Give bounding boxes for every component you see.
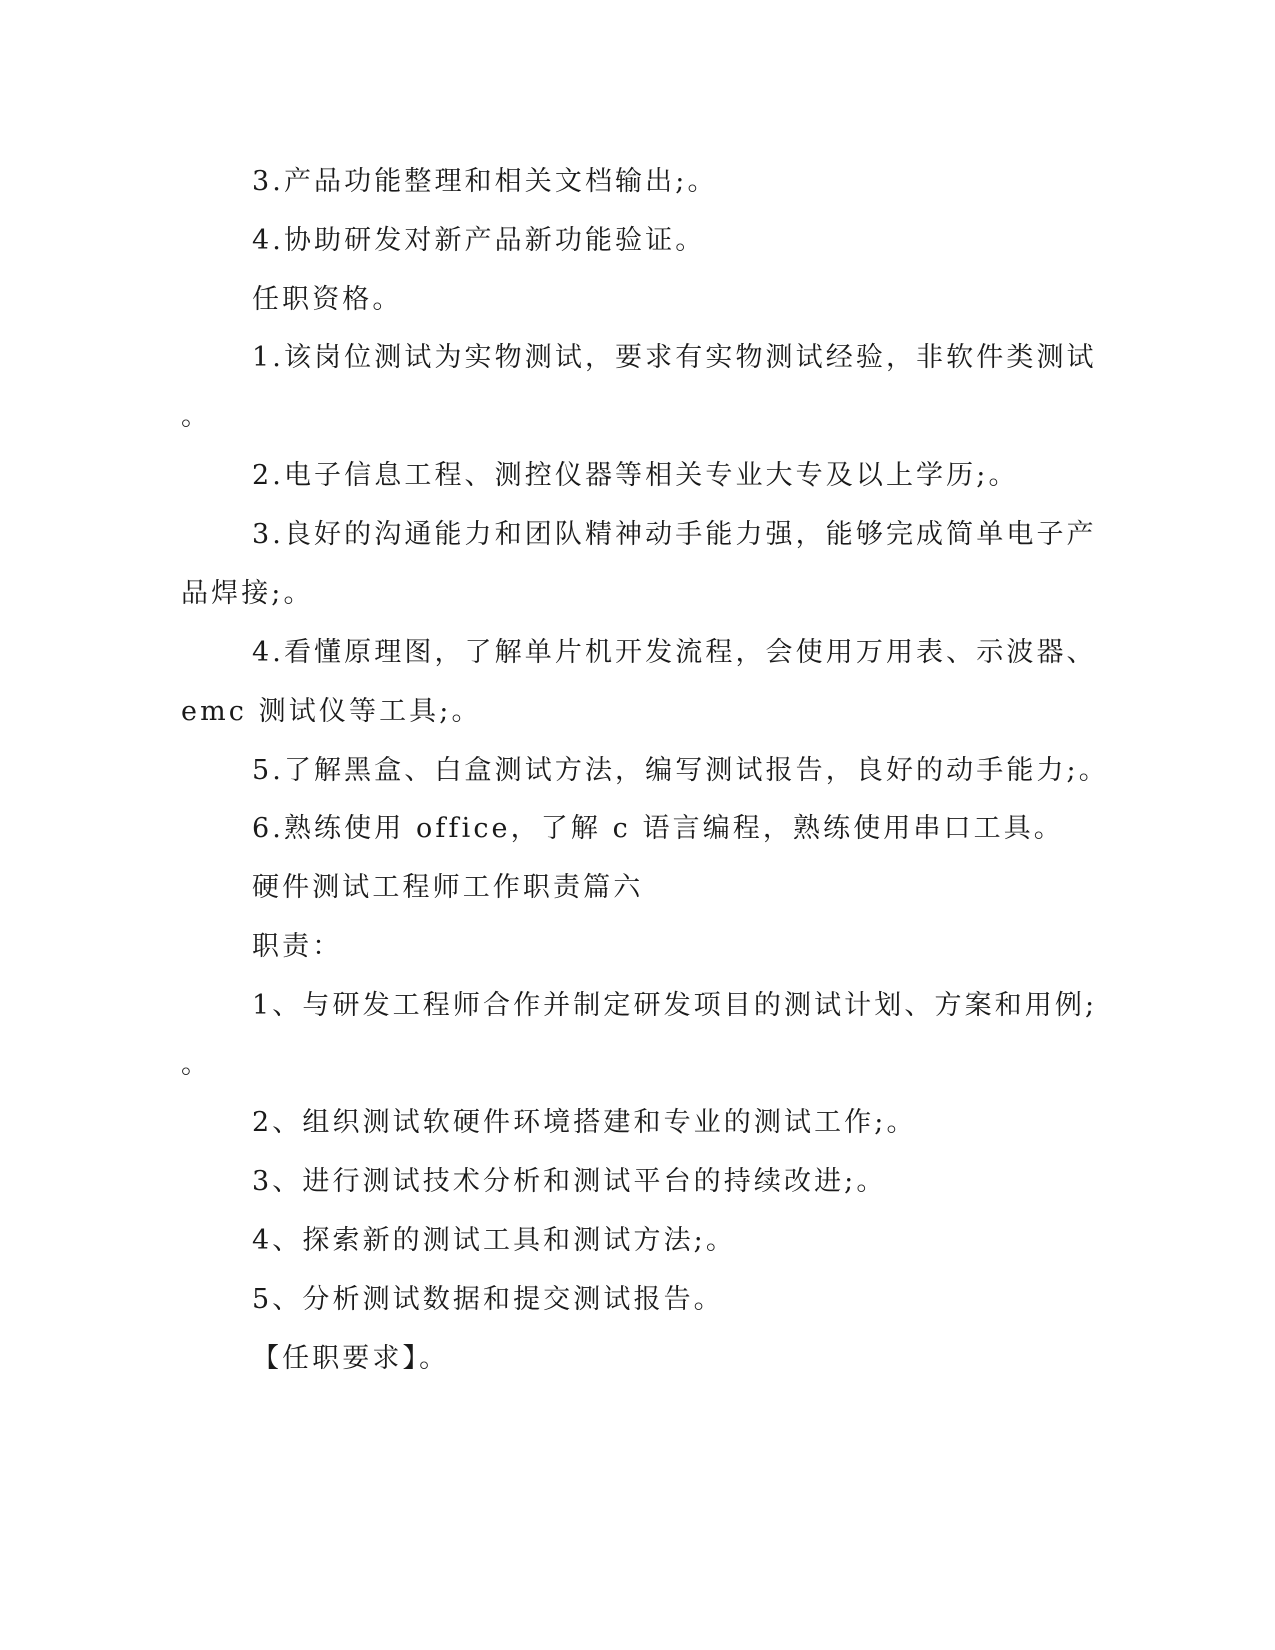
paragraph-qualification-4-cont: emc 测试仪等工具;。 — [181, 696, 482, 727]
paragraph-qualification-5: 5.了解黑盒、白盒测试方法，编写测试报告，良好的动手能力;。 — [252, 755, 1109, 786]
paragraph-duties-3: 3、进行测试技术分析和测试平台的持续改进;。 — [252, 1166, 887, 1197]
paragraph-qualification-6: 6.熟练使用 office，了解 c 语言编程，熟练使用串口工具。 — [252, 813, 1064, 844]
section-title: 硬件测试工程师工作职责篇六 — [252, 872, 644, 903]
paragraph-duties-4: 4、探索新的测试工具和测试方法;。 — [252, 1225, 736, 1256]
heading-qualifications: 任职资格。 — [252, 284, 403, 315]
paragraph-duties-1-cont: 。 — [181, 1049, 212, 1080]
paragraph-qualification-2: 2.电子信息工程、测控仪器等相关专业大专及以上学历;。 — [252, 460, 1019, 491]
paragraph-qualification-1-cont: 。 — [181, 401, 212, 432]
paragraph-duties-2: 2、组织测试软硬件环境搭建和专业的测试工作;。 — [252, 1107, 917, 1138]
paragraph-duties-5: 5、分析测试数据和提交测试报告。 — [252, 1284, 724, 1315]
paragraph-duty-3: 3.产品功能整理和相关文档输出;。 — [252, 166, 718, 197]
paragraph-duty-4: 4.协助研发对新产品新功能验证。 — [252, 225, 706, 256]
heading-duties: 职责： — [252, 931, 343, 962]
heading-requirements: 【任职要求】。 — [252, 1343, 450, 1374]
paragraph-duties-1: 1、与研发工程师合作并制定研发项目的测试计划、方案和用例; — [252, 990, 1098, 1021]
paragraph-qualification-3: 3.良好的沟通能力和团队精神动手能力强，能够完成简单电子产 — [252, 519, 1097, 550]
paragraph-qualification-3-cont: 品焊接;。 — [181, 578, 314, 609]
paragraph-qualification-4: 4.看懂原理图，了解单片机开发流程，会使用万用表、示波器、 — [252, 637, 1097, 668]
paragraph-qualification-1: 1.该岗位测试为实物测试，要求有实物测试经验，非软件类测试 — [252, 342, 1097, 373]
